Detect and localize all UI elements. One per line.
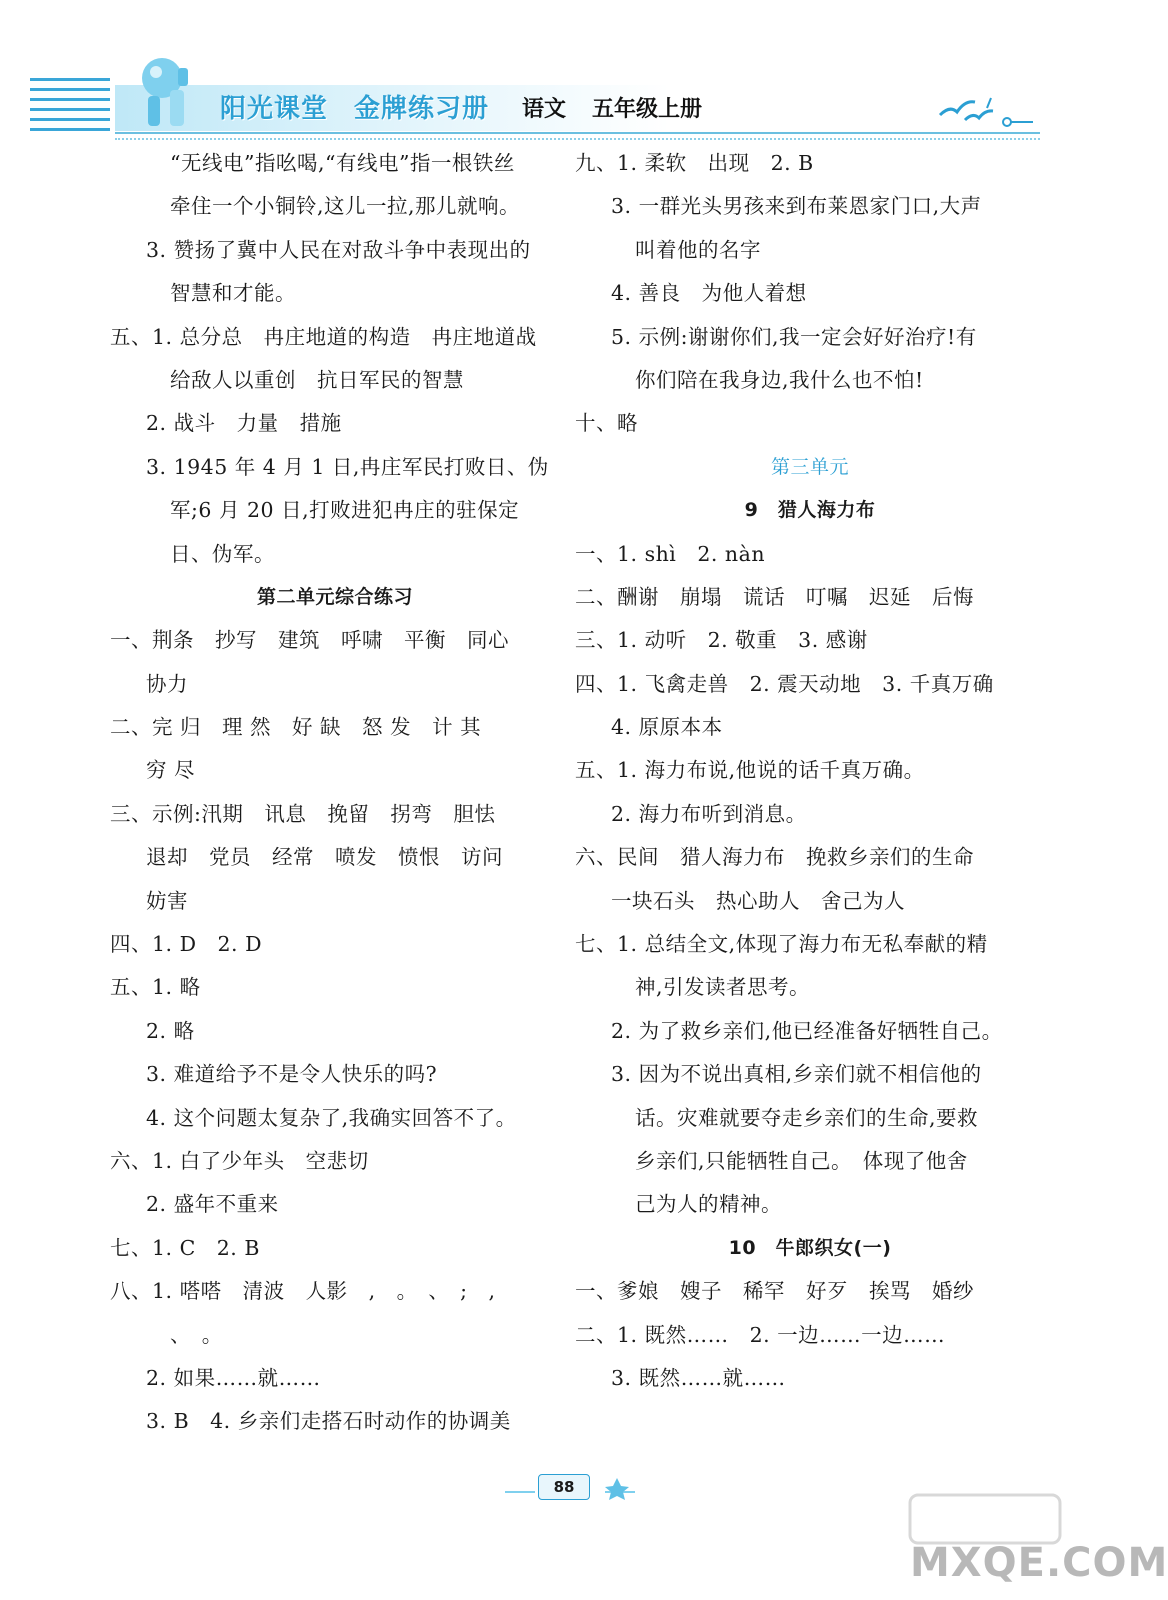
birds-icon xyxy=(935,80,1035,140)
answer-line: 一、爹娘 嫂子 稀罕 好歹 挨骂 婚纱 xyxy=(575,1279,974,1304)
answer-line: 话。灾难就要夺走乡亲们的生命,要救 xyxy=(635,1105,979,1130)
grade-label: 五年级上册 xyxy=(592,97,703,122)
answer-line: 3. 1945 年 4 月 1 日,冉庄军民打败日、伪 xyxy=(146,454,549,479)
answer-line: 穷 尽 xyxy=(146,758,196,783)
answer-line: 智慧和才能。 xyxy=(170,281,296,306)
answer-line: 一块石头 热心助人 舍己为人 xyxy=(611,888,905,913)
answer-line: 四、1. D 2. D xyxy=(110,932,263,957)
subject-grade xyxy=(522,92,728,123)
answer-line: 2. 略 xyxy=(146,1018,195,1043)
answer-line: 5. 示例:谢谢你们,我一定会好好治疗!有 xyxy=(611,324,977,349)
answer-line: 你们陪在我身边,我什么也不怕! xyxy=(635,367,924,392)
watermark-domain: MXQE.COM xyxy=(910,1540,1168,1586)
answer-line: 3. B 4. 乡亲们走搭石时动作的协调美 xyxy=(146,1409,511,1434)
answer-line: 五、1. 略 xyxy=(110,975,201,1000)
page-number: 88 xyxy=(538,1474,590,1500)
brand-title xyxy=(220,88,515,125)
answer-line: 五、1. 总分总 冉庄地道的构造 冉庄地道战 xyxy=(110,324,537,349)
answer-line: 协力 xyxy=(146,671,188,696)
header-dotted-rule xyxy=(115,138,1040,140)
answer-line: 2. 盛年不重来 xyxy=(146,1192,279,1217)
answer-line: 十、略 xyxy=(575,411,638,436)
answer-line: 九、1. 柔软 出现 2. B xyxy=(575,151,814,175)
section-heading: 10 牛郎织女(一) xyxy=(728,1236,892,1259)
answer-line: 2. 海力布听到消息。 xyxy=(611,801,807,826)
answer-line: 六、1. 白了少年头 空悲切 xyxy=(110,1148,369,1173)
subject-label: 语文 xyxy=(522,97,567,122)
answer-line: 2. 战斗 力量 措施 xyxy=(146,411,342,436)
answer-line: 牵住一个小铜铃,这儿一拉,那儿就响。 xyxy=(170,194,521,219)
answer-line: 日、伪军。 xyxy=(170,541,275,566)
answer-line: 妨害 xyxy=(146,888,188,913)
answer-line: 、 。 xyxy=(170,1322,223,1347)
answer-line: 军;6 月 20 日,打败进犯冉庄的驻保定 xyxy=(170,498,520,523)
section-heading: 第二单元综合练习 xyxy=(256,585,413,608)
answer-line: 2. 如果……就…… xyxy=(146,1365,321,1390)
answer-line: 3. 难道给予不是令人快乐的吗? xyxy=(146,1062,438,1087)
brand-left: 阳光课堂 xyxy=(220,94,329,124)
right-answer-column xyxy=(575,142,1045,1400)
unit-heading: 第三单元 xyxy=(770,455,849,478)
answer-line: 五、1. 海力布说,他说的话千真万确。 xyxy=(575,758,925,783)
answer-line: 乡亲们,只能牺牲自己。 体现了他舍 xyxy=(635,1148,968,1173)
answer-line: 2. 为了救乡亲们,他已经准备好牺牲自己。 xyxy=(611,1018,1003,1043)
answer-line: “无线电”指吆喝,“有线电”指一根铁丝 xyxy=(170,151,515,175)
answer-line: 七、1. 总结全文,体现了海力布无私奉献的精 xyxy=(575,932,988,957)
answer-line: 三、示例:汛期 讯息 挽留 拐弯 胆怯 xyxy=(110,801,496,826)
answer-line: 3. 一群光头男孩来到布莱恩家门口,大声 xyxy=(611,194,982,219)
left-answer-column xyxy=(110,142,560,1444)
answer-line: 三、1. 动听 2. 敬重 3. 感谢 xyxy=(575,628,868,653)
answer-line: 二、完 归 理 然 好 缺 怒 发 计 其 xyxy=(110,715,482,740)
answer-line: 4. 善良 为他人着想 xyxy=(611,281,807,306)
page-header xyxy=(0,40,1088,140)
answer-line: 神,引发读者思考。 xyxy=(635,975,811,1000)
answer-line: 退却 党员 经常 喷发 愤恨 访问 xyxy=(146,845,503,870)
section-heading: 9 猎人海力布 xyxy=(744,499,876,522)
answer-line: 二、1. 既然…… 2. 一边……一边…… xyxy=(575,1322,946,1347)
answer-line: 六、民间 猎人海力布 挽救乡亲们的生命 xyxy=(575,845,974,870)
answer-line: 4. 原原本本 xyxy=(611,715,723,740)
answer-line: 3. 既然……就…… xyxy=(611,1365,786,1390)
answer-line: 己为人的精神。 xyxy=(635,1192,782,1217)
answer-line: 一、1. shì 2. nàn xyxy=(575,541,766,566)
answer-line: 叫着他的名字 xyxy=(635,237,761,262)
answer-line: 一、荆条 抄写 建筑 呼啸 平衡 同心 xyxy=(110,628,509,653)
answer-line: 3. 因为不说出真相,乡亲们就不相信他的 xyxy=(611,1062,982,1087)
answer-line: 四、1. 飞禽走兽 2. 震天动地 3. 千真万确 xyxy=(575,671,994,696)
answer-line: 4. 这个问题太复杂了,我确实回答不了。 xyxy=(146,1105,517,1130)
answer-line: 七、1. C 2. B xyxy=(110,1235,260,1260)
answer-line: 给敌人以重创 抗日军民的智慧 xyxy=(170,367,464,392)
answer-line: 3. 赞扬了冀中人民在对敌斗争中表现出的 xyxy=(146,237,531,262)
mascot-icon xyxy=(130,50,200,130)
header-underline xyxy=(115,132,1040,134)
header-stripes xyxy=(30,78,110,134)
answer-line: 八、1. 嗒嗒 清波 人影 , 。 、 ; , xyxy=(110,1279,496,1304)
brand-right: 金牌练习册 xyxy=(354,94,490,124)
answer-line: 二、酬谢 崩塌 谎话 叮嘱 迟延 后悔 xyxy=(575,584,974,609)
